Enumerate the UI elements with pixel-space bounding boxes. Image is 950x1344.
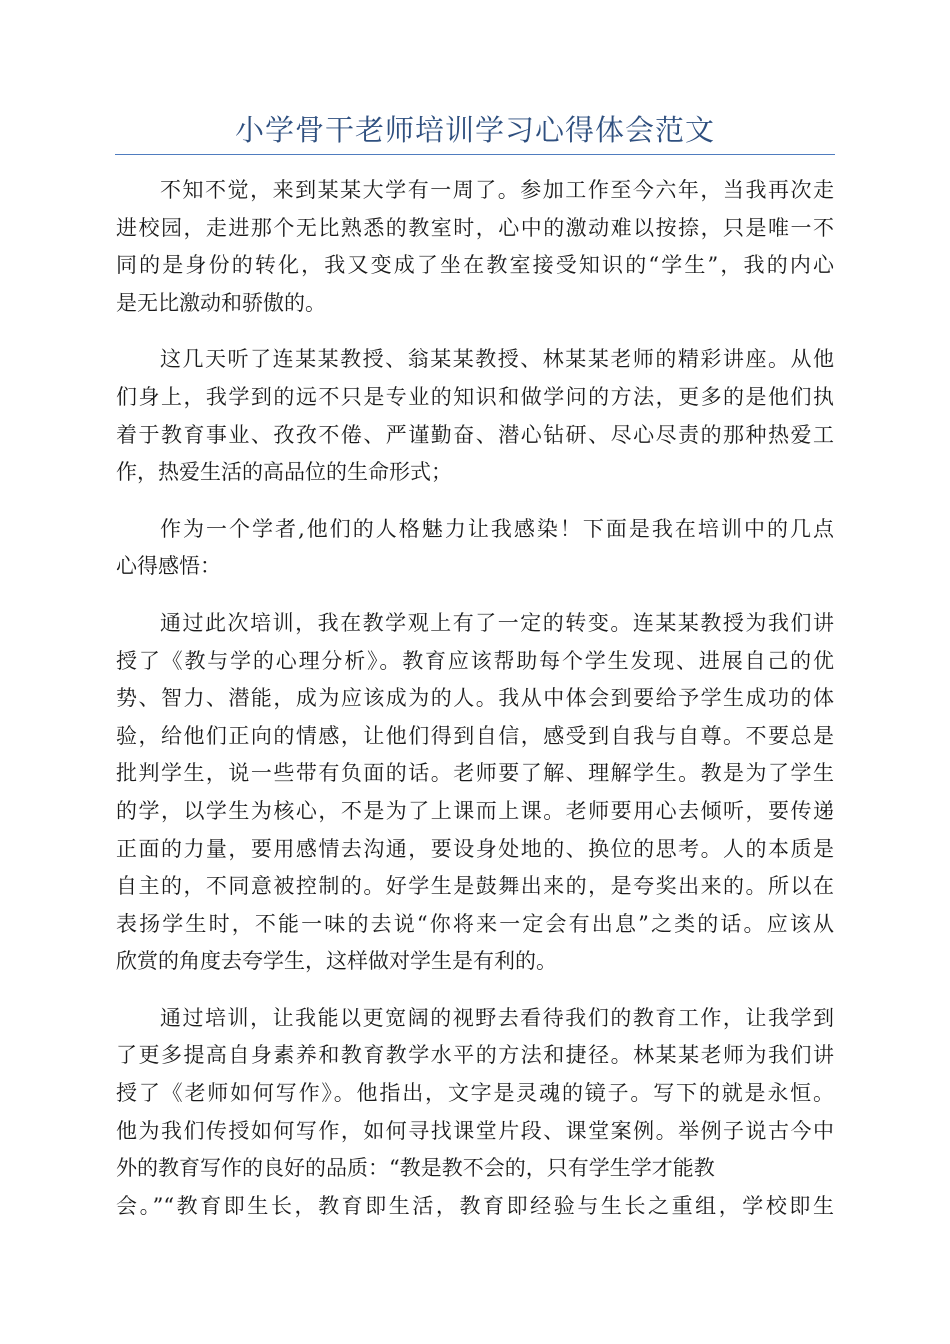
paragraph-line: 进校园，走进那个无比熟悉的教室时，心中的激动难以按捺，只是唯一不 (116, 215, 834, 240)
paragraph-line: 外的教育写作的良好的品质：“教是教不会的，只有学生学才能教 (116, 1156, 715, 1181)
paragraph (116, 341, 834, 491)
document-title: 小学骨干老师培训学习心得体会范文 (234, 113, 715, 147)
paragraph-line: 授了《教与学的心理分析》。教育应该帮助每个学生发现、进展自己的优 (116, 648, 834, 673)
paragraph-line: 同的是身份的转化，我又变成了坐在教室接受知识的“学生”，我的内心 (116, 253, 834, 278)
paragraph-line: 表扬学生时，不能一味的去说“你将来一定会有出息”之类的话。应该从 (116, 911, 834, 936)
paragraph-line: 欣赏的角度去夸学生，这样做对学生是有利的。 (116, 949, 557, 974)
paragraph-line: 验，给他们正向的情感，让他们得到自信，感受到自我与自尊。不要总是 (116, 723, 834, 748)
paragraph-line: 着于教育事业、孜孜不倦、严谨勤奋、潜心钻研、尽心尽责的那种热爱工 (116, 422, 834, 447)
paragraph-line: 他为我们传授如何写作，如何寻找课堂片段、课堂案例。举例子说古今中 (116, 1118, 834, 1143)
paragraph-line: 不知不觉，来到某某大学有一周了。参加工作至今六年，当我再次走 (160, 178, 834, 202)
paragraph-line: 是无比激动和骄傲的。 (116, 290, 326, 315)
paragraph-line: 通过培训，让我能以更宽阔的视野去看待我们的教育工作，让我学到 (160, 1005, 834, 1030)
paragraph-line: 批判学生，说一些带有负面的话。老师要了解、理解学生。教是为了学生 (116, 761, 834, 786)
paragraph (116, 172, 834, 322)
paragraph (116, 1000, 834, 1226)
paragraph-line: 自主的，不同意被控制的。好学生是鼓舞出来的，是夸奖出来的。所以在 (116, 874, 834, 899)
paragraph-line: 作，热爱生活的高品位的生命形式； (116, 460, 452, 485)
document-body (116, 172, 834, 1244)
paragraph-line: 通过此次培训，我在教学观上有了一定的转变。连某某教授为我们讲 (160, 610, 834, 635)
paragraph-line: 了更多提高自身素养和教育教学水平的方法和捷径。林某某老师为我们讲 (116, 1043, 834, 1068)
paragraph-line: 作为一个学者,他们的人格魅力让我感染！下面是我在培训中的几点 (160, 516, 834, 541)
title-underline (115, 154, 835, 155)
paragraph-line: 正面的力量，要用感情去沟通，要设身处地的、换位的思考。人的本质是 (116, 836, 834, 861)
paragraph-line: 会。”“教育即生长，教育即生活，教育即经验与生长之重组，学校即生 (116, 1193, 834, 1218)
paragraph (116, 605, 834, 981)
paragraph-line: 心得感悟： (116, 554, 221, 579)
paragraph-line: 授了《老师如何写作》。他指出，文字是灵魂的镜子。写下的就是永恒。 (116, 1081, 834, 1106)
paragraph-line: 势、智力、潜能，成为应该成为的人。我从中体会到要给予学生成功的体 (116, 686, 834, 711)
paragraph (116, 511, 834, 586)
paragraph-line: 的学，以学生为核心，不是为了上课而上课。老师要用心去倾听，要传递 (116, 798, 834, 823)
paragraph-line: 这几天听了连某某教授、翁某某教授、林某某老师的精彩讲座。从他 (160, 347, 834, 372)
paragraph-line: 们身上，我学到的远不只是专业的知识和做学问的方法，更多的是他们执 (116, 384, 834, 409)
